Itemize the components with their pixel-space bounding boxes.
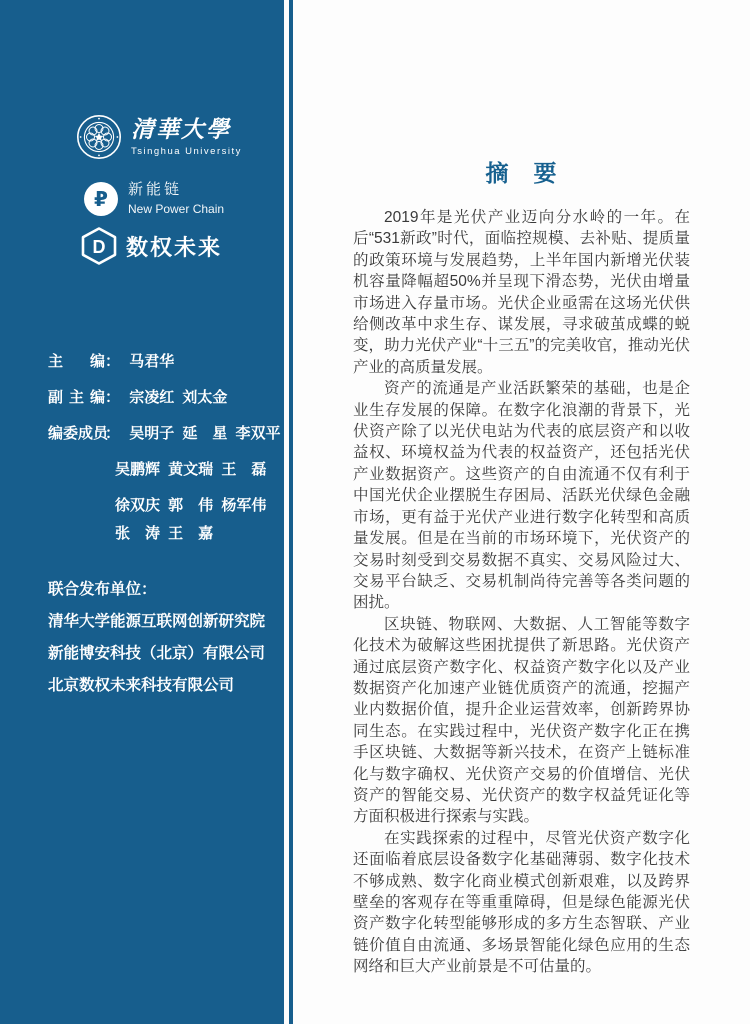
committee-row bbox=[48, 524, 281, 543]
abstract-title: 摘 要 bbox=[485, 160, 558, 186]
abstract-section bbox=[353, 161, 690, 978]
deputy-editor-names: 宗凌红 刘太金 bbox=[129, 389, 228, 406]
ruble-p-glyph: ₽ bbox=[94, 188, 108, 211]
committee-label: 编委成员 bbox=[48, 425, 109, 442]
chief-editor-row bbox=[48, 352, 281, 371]
new-power-chain-logo bbox=[84, 182, 224, 216]
chief-editor-label: 主 编 bbox=[48, 353, 105, 370]
committee-row bbox=[48, 496, 281, 515]
deputy-editor-label: 副 主 编 bbox=[48, 389, 105, 406]
publisher-item: 北京数权未来科技有限公司 bbox=[48, 677, 235, 694]
committee-names: 吴明子 延 星 李双平 bbox=[129, 425, 281, 442]
new-power-chain-title: 新能链 bbox=[128, 181, 183, 198]
abstract-paragraph-4: 在实践探索的过程中，尽管光伏资产数字化还面临着底层设备数字化基础薄弱、数字化技术不够成熟、数字化商业模式创新艰难，以及跨界壁垒的客观存在等重重障碍，但是绿色能源光伏资产数字化转型能够形成的多方生态智联、产业链价值自由流通、多场景智能化绿色应用的生态网络和巨大产业前景是不可估量的。 bbox=[353, 829, 690, 976]
new-power-chain-subtitle: New Power Chain bbox=[128, 202, 225, 216]
committee-row bbox=[48, 424, 281, 443]
shuquan-future-logo bbox=[79, 226, 222, 266]
sidebar-accent-stripe bbox=[289, 0, 293, 1024]
d-glyph: D bbox=[92, 237, 106, 257]
tsinghua-logo-subtitle: Tsinghua University bbox=[131, 146, 242, 157]
publisher-item: 新能博安科技（北京）有限公司 bbox=[48, 645, 266, 662]
label-colon: ： bbox=[105, 425, 121, 442]
abstract-paragraph-1: 2019年是光伏产业迈向分水岭的一年。在后“531新政”时代，面临控规模、去补贴、提质量的政策环境与发展趋势，上半年国内新增光伏装机容量降幅超50%并呈现下滑态势，光伏由增量市场进入存量市场。光伏企业亟需在这场光伏供给侧改革中求生存、谋发展，寻求破茧成蝶的蜕变，助力光伏产业“十三五”的完美收官，推动光伏产业的高质量发展。 bbox=[353, 209, 690, 376]
label-colon: ： bbox=[105, 353, 121, 370]
tsinghua-logo-title: 清華大學 bbox=[131, 116, 231, 143]
publishers-block bbox=[48, 581, 265, 709]
tsinghua-logo bbox=[76, 114, 242, 160]
new-power-chain-icon bbox=[84, 182, 118, 216]
publisher-item: 清华大学能源互联网创新研究院 bbox=[48, 613, 266, 630]
shuquan-future-title: 数权未来 bbox=[126, 234, 223, 260]
committee-row bbox=[48, 460, 281, 479]
committee-names: 吴鹏辉 黄文瑞 王 磊 bbox=[115, 461, 267, 478]
abstract-body bbox=[353, 207, 690, 978]
abstract-paragraph-2: 资产的流通是产业活跃繁荣的基础，也是企业生存发展的保障。在数字化浪潮的背景下，光伏资产除了以光伏电站为代表的底层资产和以收益权、环境权益为代表的权益资产，还包括光伏产业数据资产。这些资产的自由流通不仅有利于中国光伏企业摆脱生存困局、活跃光伏绿色金融市场，更有益于光伏产业进行数字化转型和高质量发展。但是在当前的市场环境下，光伏资产的交易时刻受到交易数据不真实、交易风险过大、交易平台缺乏、交易机制尚待完善等各类问题的困扰。 bbox=[353, 380, 690, 612]
editors-block bbox=[48, 352, 281, 560]
sidebar bbox=[0, 0, 284, 1024]
abstract-paragraph-3: 区块链、物联网、大数据、人工智能等数字化技术为破解这些困扰提供了新思路。光伏资产通过底层资产数字化、权益资产数字化以及产业数据资产化加速产业链优质资产的流通，挖掘产业内数据价值，提升企业运营效率，创新跨界协同生态。在实践过程中，光伏资产数字化正在携手区块链、大数据等新兴技术，在资产上链标准化与数字确权、光伏资产交易的价值增信、光伏资产的智能交易、光伏资产的数字权益凭证化等方面积极进行探索与实践。 bbox=[353, 615, 690, 826]
publishers-label: 联合发布单位： bbox=[48, 581, 157, 598]
hexagon-d-icon bbox=[79, 226, 119, 266]
committee-names: 张 涛 王 嘉 bbox=[115, 525, 214, 542]
label-colon: ： bbox=[105, 389, 121, 406]
committee-names: 徐双庆 郭 伟 杨军伟 bbox=[115, 497, 267, 514]
deputy-editor-row bbox=[48, 388, 281, 407]
tsinghua-seal-icon bbox=[76, 114, 122, 160]
chief-editor-names: 马君华 bbox=[129, 353, 175, 370]
